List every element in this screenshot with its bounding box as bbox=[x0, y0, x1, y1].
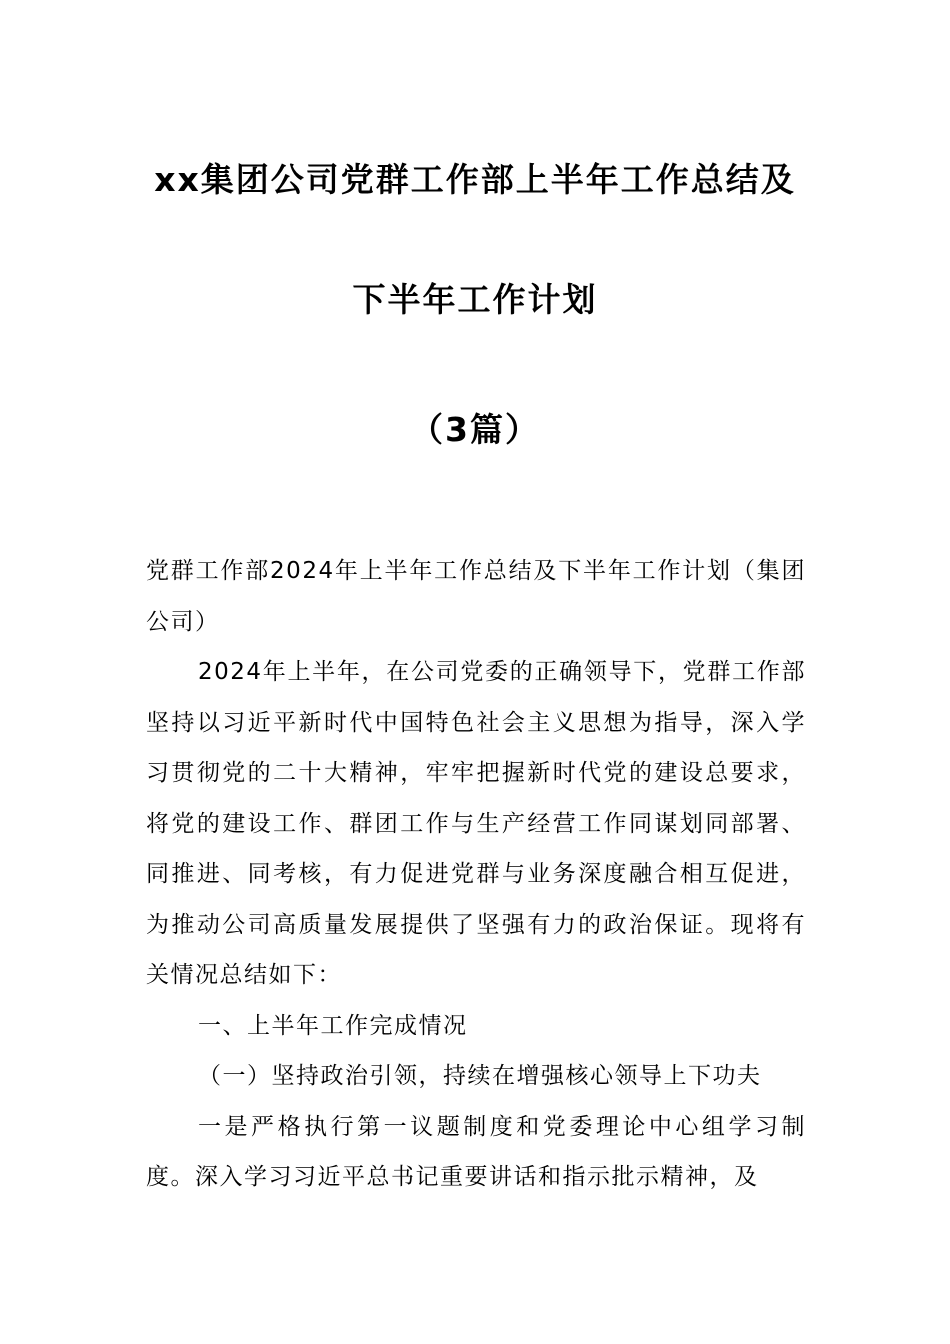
document-title-line-1: xx集团公司党群工作部上半年工作总结及 bbox=[154, 160, 796, 199]
paragraph-subtitle: 党群工作部2024年上半年工作总结及下半年工作计划（集团公司） bbox=[146, 558, 806, 635]
subsection-heading: （一）坚持政治引领，持续在增强核心领导上下功夫 bbox=[198, 1063, 762, 1089]
document-title-count: （3篇） bbox=[410, 410, 540, 449]
paragraph-body: 一是严格执行第一议题制度和党委理论中心组学习制度。深入学习习近平总书记重要讲话和指示批示精神，及 bbox=[146, 1113, 806, 1190]
document-title-line-2: 下半年工作计划 bbox=[352, 280, 598, 319]
paragraph-intro: 2024年上半年，在公司党委的正确领导下，党群工作部坚持以习近平新时代中国特色社会主义思想为指导，深入学习贯彻党的二十大精神，牢牢把握新时代党的建设总要求，将党的建设工作、群团工作与生产经营工作同谋划同部署、同推进、同考核，有力促进党群与业务深度融合相互促进，为推动公司高质量发展提供了坚强有力的政治保证。现将有关情况总结如下： bbox=[146, 659, 806, 988]
document-body bbox=[146, 546, 806, 1203]
section-heading: 一、上半年工作完成情况 bbox=[198, 1012, 468, 1039]
